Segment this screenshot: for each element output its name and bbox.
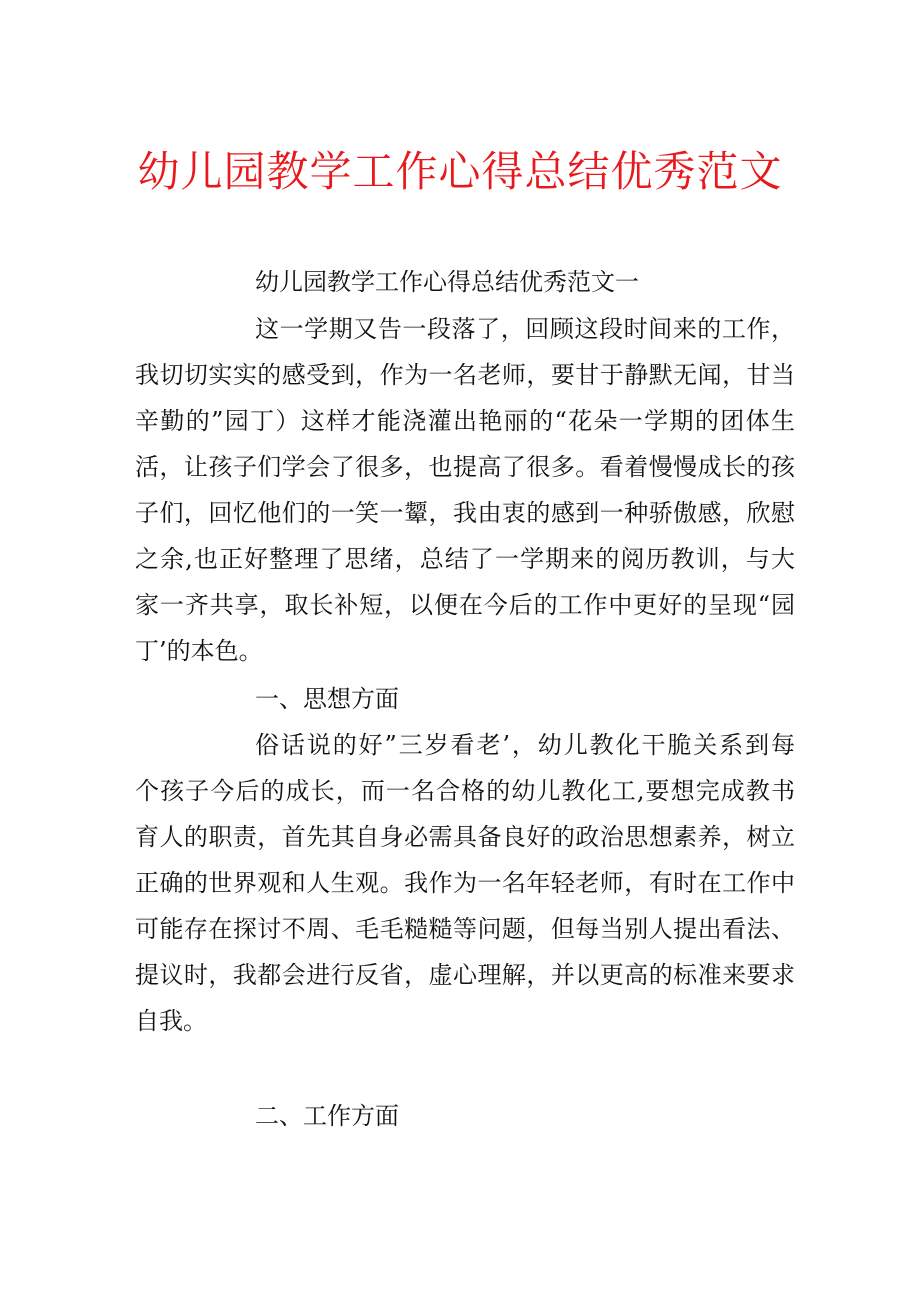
document-title: 幼儿园教学工作心得总结优秀范文: [137, 147, 783, 196]
section-heading-1: 一、思想方面: [255, 685, 399, 713]
paragraph-2-line: 育人的职责，首先其自身必需具备良好的政治思想素养，树立: [135, 823, 795, 851]
document-subtitle: 幼儿园教学工作心得总结优秀范文一: [255, 268, 639, 296]
paragraph-1-line: 活，让孩子们学会了很多，也提高了很多。看着慢慢成长的孩: [135, 453, 795, 481]
paragraph-1-line: 我切切实实的感受到，作为一名老师，要甘于静默无闻，甘当: [135, 361, 795, 389]
paragraph-1-line: 丁’的本色。: [135, 637, 263, 665]
paragraph-2-line: 俗话说的好”三岁看老’，幼儿教化干脆关系到每: [255, 731, 795, 759]
paragraph-2-line: 正确的世界观和人生观。我作为一名年轻老师，有时在工作中: [135, 869, 795, 897]
section-heading-2: 二、工作方面: [255, 1102, 399, 1130]
paragraph-1-line: 辛勤的”园丁）这样才能浇灌出艳丽的“花朵一学期的团体生: [135, 407, 795, 435]
paragraph-2-line: 个孩子今后的成长，而一名合格的幼儿教化工,要想完成教书: [135, 777, 795, 805]
paragraph-1-line: 子们，回忆他们的一笑一颦，我由衷的感到一种骄傲感，欣慰: [135, 499, 795, 527]
paragraph-1-line: 家一齐共享，取长补短，以便在今后的工作中更好的呈现“园: [135, 591, 795, 619]
paragraph-1-line: 这一学期又告一段落了，回顾这段时间来的工作，: [255, 315, 795, 343]
paragraph-2-line: 自我。: [135, 1007, 207, 1035]
paragraph-2-line: 可能存在探讨不周、毛毛糙糙等问题，但每当别人提出看法、: [135, 915, 795, 943]
paragraph-2-line: 提议时，我都会进行反省，虚心理解，并以更高的标准来要求: [135, 961, 795, 989]
paragraph-1-line: 之余,也正好整理了思绪，总结了一学期来的阅历教训，与大: [135, 545, 795, 573]
